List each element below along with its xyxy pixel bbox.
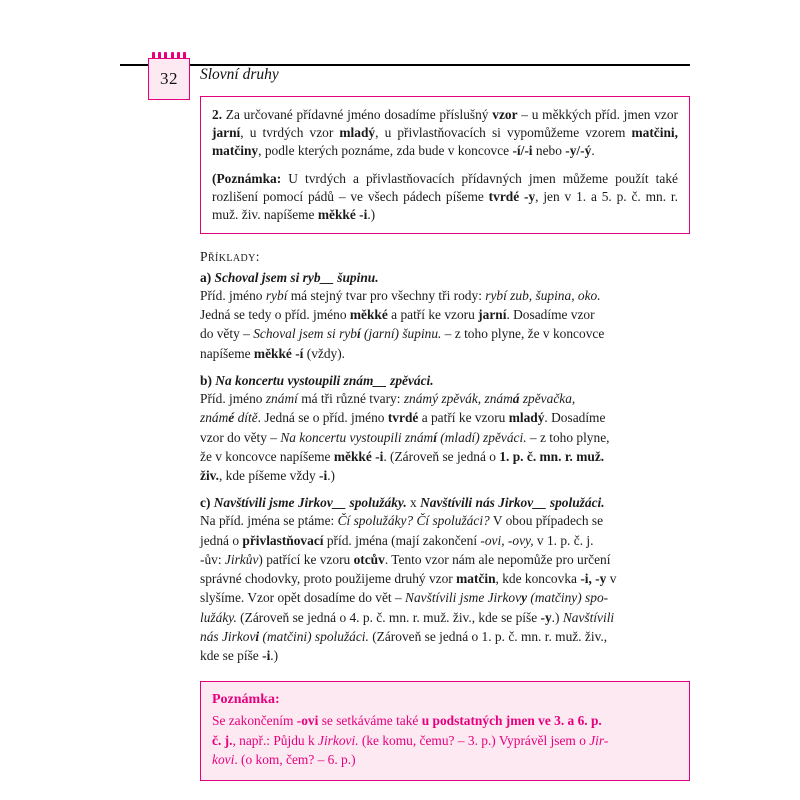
page-header xyxy=(0,28,800,88)
text-line: Na příd. jména se ptáme: Čí spolužáky? Čí spolužáci? V obou případech se xyxy=(200,513,604,529)
text-line: slyšíme. Vzor opět dosadíme do vět – Navštívili jsme Jirkovy (matčiny) spo- xyxy=(200,590,609,606)
text-line: známé dítě. Jedná se o příd. jméno tvrdé a patří ke vzoru mladý. Dosadíme xyxy=(200,410,606,426)
example-a-body xyxy=(200,287,690,363)
page-content xyxy=(200,96,690,781)
rule-number: 2. xyxy=(212,107,223,122)
example-b-heading: b) Na koncertu vystoupili znám__ zpěváci. xyxy=(200,372,434,388)
example-a-heading: a) Schoval jsem si ryb__ šupinu. xyxy=(200,269,379,285)
rule-box xyxy=(200,96,690,234)
examples-label: Příklady: xyxy=(200,249,260,265)
note-body xyxy=(212,712,678,770)
text-line: napíšeme měkké -í (vždy). xyxy=(200,345,346,361)
text-line: Příd. jméno známí má tři různé tvary: známý zpěvák, známá zpěvačka, xyxy=(200,391,576,407)
example-a xyxy=(200,269,690,363)
text-line: kde se píše -i.) xyxy=(200,647,279,663)
text-line: že v koncovce napíšeme měkké -i. (Zároveň se jedná o 1. p. č. mn. r. muž. xyxy=(200,448,605,464)
note-title: Poznámka: xyxy=(212,692,280,708)
text-line: Jedná se tedy o příd. jméno měkké a patří ke vzoru jarní. Dosadíme vzor xyxy=(200,307,595,323)
rule-paragraph-1: 2. Za určované přídavné jméno dosadíme příslušný vzor – u měkkých příd. jmen vzor jarní, u tvrdých vzor mladý, u přivlastňovacích si vypomůžeme vzorem matčini, matčiny, podle kterých poznáme, zda bude v koncovce -í/-i nebo -y/-ý. xyxy=(212,107,679,159)
note-box xyxy=(200,681,690,781)
text-line: -ův: Jirkův) patřící ke vzoru otcův. Tento vzor nám ale nepomůže pro určení xyxy=(200,551,611,567)
text-line: živ., kde píšeme vždy -i.) xyxy=(200,467,335,483)
text-line: nás Jirkovi (matčini) spolužáci. (Zároveň se jedná o 1. p. č. mn. r. muž. živ., xyxy=(200,628,608,644)
text-line: do věty – Schoval jsem si rybí (jarní) šupinu. – z toho plyne, že v koncovce xyxy=(200,326,605,342)
text-line: jedná o přivlastňovací příd. jména (mají zakončení -ovi, -ovy, v 1. p. č. j. xyxy=(200,532,594,548)
text-line: správné chodovky, proto použijeme druhý vzor matčin, kde koncovka -i, -y v xyxy=(200,571,617,587)
text-line: vzor do věty – Na koncertu vystoupili známí (mladí) zpěváci. – z toho plyne, xyxy=(200,429,610,445)
text-line: Příd. jméno rybí má stejný tvar pro všechny tři rody: rybí zub, šupina, oko. xyxy=(200,288,601,304)
example-c-heading: c) Navštívili jsme Jirkov__ spolužáky. x Navštívili nás Jirkov__ spolužáci. xyxy=(200,495,605,511)
rule-paragraph-2: (Poznámka: U tvrdých a přivlastňovacích přídavných jmen můžeme použít také rozlišení pomocí pádů – ve všech pádech píšeme tvrdé -y, jen v 1. a 5. p. č. mn. r. muž. živ. napíšeme měkké -i.) xyxy=(212,170,678,223)
example-b-body xyxy=(200,390,690,485)
example-c-body xyxy=(200,512,690,665)
example-b xyxy=(200,372,690,485)
page-title: Slovní druhy xyxy=(200,66,279,83)
page-number-tab xyxy=(148,58,190,100)
example-c xyxy=(200,494,690,665)
text-line: č. j., např.: Půjdu k Jirkovi. (ke komu, čemu? – 3. p.) Vyprávěl jsem o Jir- xyxy=(212,732,609,748)
text-line: Se zakončením -ovi se setkáváme také u podstatných jmen ve 3. a 6. p. xyxy=(212,713,602,729)
page-number: 32 xyxy=(160,69,178,88)
text-line: lužáky. (Zároveň se jedná o 4. p. č. mn. r. muž. živ., kde se píše -y.) Navštívili xyxy=(200,609,615,625)
text-line: kovi. (o kom, čem? – 6. p.) xyxy=(212,752,356,768)
